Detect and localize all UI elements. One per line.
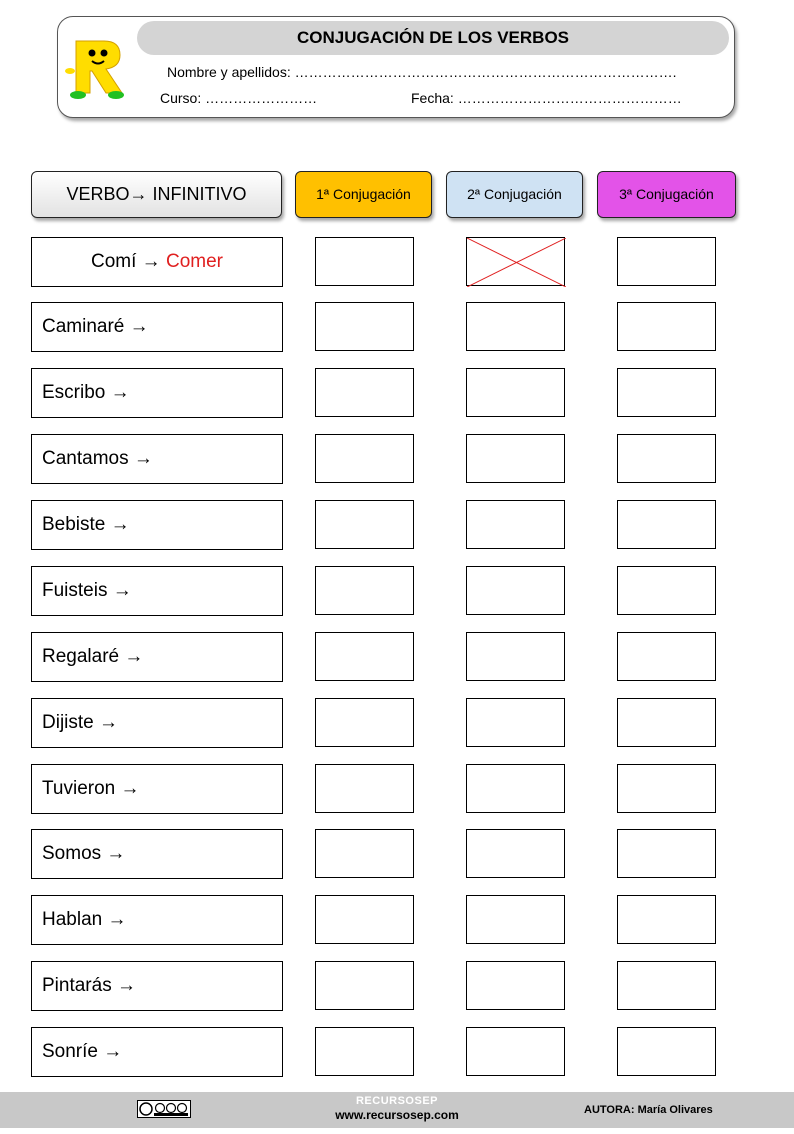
first-conjugation-box[interactable] (315, 961, 414, 1010)
first-conjugation-box[interactable] (315, 368, 414, 417)
verb-label: Hablan → (31, 895, 283, 945)
first-conjugation-box[interactable] (315, 698, 414, 747)
verb-label: Dijiste → (31, 698, 283, 748)
third-conjugation-box[interactable] (617, 1027, 716, 1076)
third-conjugation-box[interactable] (617, 895, 716, 944)
first-conjugation-box[interactable] (315, 434, 414, 483)
verb-label: Cantamos → (31, 434, 283, 484)
example-first-conjugation-box[interactable] (315, 237, 414, 286)
example-infinitive: Comer (165, 251, 223, 272)
author-credit: AUTORA: María Olivares (584, 1104, 713, 1116)
second-conjugation-box[interactable] (466, 434, 565, 483)
second-conjugation-box[interactable] (466, 895, 565, 944)
verb-label: Escribo → (31, 368, 283, 418)
third-conjugation-box[interactable] (617, 632, 716, 681)
verb-label: Caminaré → (31, 302, 283, 352)
second-conjugation-box[interactable] (466, 698, 565, 747)
verb-row (0, 764, 794, 814)
third-conjugation-box[interactable] (617, 302, 716, 351)
first-conjugation-box[interactable] (315, 500, 414, 549)
second-conjugation-box[interactable] (466, 961, 565, 1010)
example-second-conjugation-box[interactable] (466, 237, 565, 286)
course-field[interactable]: Curso: …………………… (160, 90, 318, 106)
column-header-second-conjugation: 2ª Conjugación (446, 171, 583, 218)
name-field[interactable]: Nombre y apellidos: ………………………………………………………………………. (167, 64, 677, 80)
verb-row (0, 434, 794, 484)
verb-label: Regalaré → (31, 632, 283, 682)
third-conjugation-box[interactable] (617, 829, 716, 878)
third-conjugation-box[interactable] (617, 434, 716, 483)
second-conjugation-box[interactable] (466, 302, 565, 351)
verb-label: Somos → (31, 829, 283, 879)
website-link[interactable]: www.recursosep.com (335, 1108, 459, 1122)
second-conjugation-box[interactable] (466, 566, 565, 615)
second-conjugation-box[interactable] (466, 764, 565, 813)
verb-row (0, 895, 794, 945)
verb-row (0, 632, 794, 682)
third-conjugation-box[interactable] (617, 566, 716, 615)
header-card (57, 16, 735, 118)
column-header-first-conjugation: 1ª Conjugación (295, 171, 432, 218)
first-conjugation-box[interactable] (315, 302, 414, 351)
verb-row (0, 500, 794, 550)
date-field[interactable]: Fecha: ………………………………………… (411, 90, 682, 106)
verb-label: Sonríe → (31, 1027, 283, 1077)
example-third-conjugation-box[interactable] (617, 237, 716, 286)
verb-row (0, 302, 794, 352)
worksheet-title: CONJUGACIÓN DE LOS VERBOS (137, 21, 729, 55)
third-conjugation-box[interactable] (617, 764, 716, 813)
column-header-third-conjugation: 3ª Conjugación (597, 171, 736, 218)
first-conjugation-box[interactable] (315, 829, 414, 878)
verb-row (0, 698, 794, 748)
third-conjugation-box[interactable] (617, 368, 716, 417)
verb-row (0, 1027, 794, 1077)
brand-name: RECURSOSEP (355, 1095, 439, 1107)
verb-label: Fuisteis → (31, 566, 283, 616)
example-row (0, 237, 794, 287)
third-conjugation-box[interactable] (617, 961, 716, 1010)
footer (0, 1092, 794, 1128)
verb-label: Bebiste → (31, 500, 283, 550)
example-verb-box (31, 237, 283, 287)
second-conjugation-box[interactable] (466, 500, 565, 549)
first-conjugation-box[interactable] (315, 566, 414, 615)
third-conjugation-box[interactable] (617, 500, 716, 549)
third-conjugation-box[interactable] (617, 698, 716, 747)
verb-label: Pintarás → (31, 961, 283, 1011)
second-conjugation-box[interactable] (466, 368, 565, 417)
verb-label: Tuvieron → (31, 764, 283, 814)
verb-row (0, 368, 794, 418)
verb-row (0, 566, 794, 616)
second-conjugation-box[interactable] (466, 632, 565, 681)
second-conjugation-box[interactable] (466, 1027, 565, 1076)
column-header-verb: VERBO→ INFINITIVO (31, 171, 282, 218)
first-conjugation-box[interactable] (315, 764, 414, 813)
first-conjugation-box[interactable] (315, 632, 414, 681)
first-conjugation-box[interactable] (315, 895, 414, 944)
second-conjugation-box[interactable] (466, 829, 565, 878)
example-verb: Comí → (91, 251, 161, 272)
verb-row (0, 961, 794, 1011)
verb-row (0, 829, 794, 879)
cross-mark-icon (467, 238, 566, 287)
first-conjugation-box[interactable] (315, 1027, 414, 1076)
letter-r-mascot-icon (64, 35, 130, 101)
